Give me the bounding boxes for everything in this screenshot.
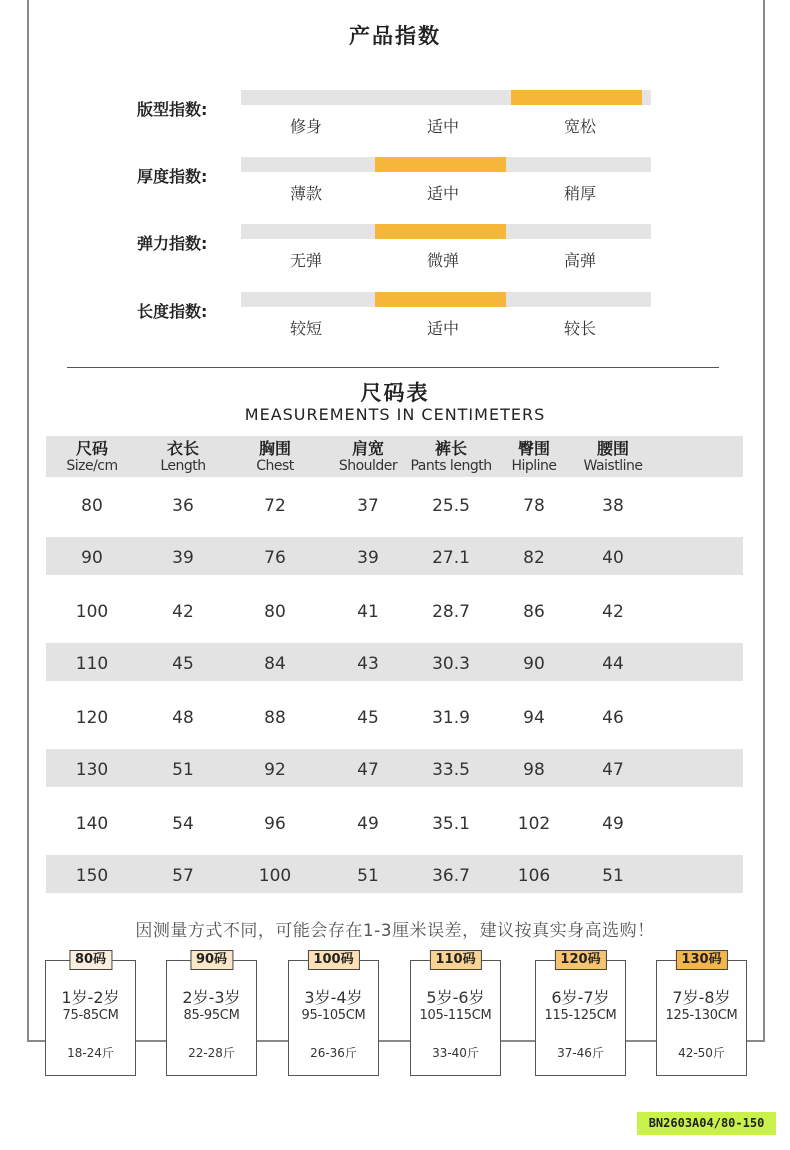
index-row [0,157,790,207]
size-card-height: 105-115CM [419,1008,492,1023]
header-cn: 裤长 [434,439,467,458]
size-card-tag: 80码 [69,950,112,970]
index-option: 微弹 [426,251,459,270]
size-card [656,952,747,1076]
index-row [0,292,790,342]
table-row [46,477,743,530]
size-table-body [46,477,743,893]
table-cell: 84 [264,654,286,674]
header-cn: 腰围 [596,439,629,458]
table-cell: 47 [357,760,379,780]
index-label: 厚度指数: [137,167,208,186]
table-cell: 36 [172,496,194,516]
size-card-age: 3岁-4岁 [304,988,363,1007]
header-cn: 肩宽 [351,439,384,458]
table-cell: 31.9 [432,708,470,728]
index-segment [511,292,642,307]
index-option: 稍厚 [563,184,596,203]
index-bar [241,157,651,172]
size-card [45,952,136,1076]
index-option: 适中 [426,319,459,338]
product-index-title: 产品指数 [349,24,441,48]
table-cell: 48 [172,708,194,728]
table-header-cell [563,440,663,475]
index-bar [241,90,651,105]
table-cell: 110 [75,654,109,674]
index-row [0,224,790,274]
header-en: Chest [256,458,294,474]
size-card-tag: 90码 [190,950,233,970]
table-cell: 35.1 [432,814,470,834]
index-option: 适中 [426,117,459,136]
table-cell: 45 [357,708,379,728]
index-option: 较短 [289,319,322,338]
table-cell: 88 [264,708,286,728]
header-en: Shoulder [338,458,398,474]
table-cell: 100 [75,602,109,622]
table-cell: 37 [357,496,379,516]
size-card-height: 75-85CM [62,1008,119,1023]
header-en: Hipline [511,458,557,474]
table-cell: 106 [517,866,551,886]
size-card-height: 125-130CM [665,1008,738,1023]
index-segment [511,157,642,172]
size-chart-subtitle: MEASUREMENTS IN CENTIMETERS [244,405,546,424]
header-en: Waistline [583,458,643,474]
size-card-tag: 130码 [675,950,727,970]
table-cell: 42 [602,602,624,622]
measurement-note: 因测量方式不同，可能会存在1-3厘米误差，建议按真实身高选购！ [135,921,655,941]
table-cell: 51 [172,760,194,780]
header-cn: 尺码 [75,439,108,458]
size-card [288,952,379,1076]
table-cell: 92 [264,760,286,780]
table-row [46,749,743,787]
header-en: Length [160,458,206,474]
table-cell: 28.7 [432,602,470,622]
index-label: 版型指数: [137,100,208,119]
table-cell: 41 [357,602,379,622]
table-cell: 90 [81,548,103,568]
table-cell: 42 [172,602,194,622]
table-cell: 100 [258,866,292,886]
table-cell: 27.1 [432,548,470,568]
table-row [46,855,743,893]
table-row [46,537,743,575]
index-segment [375,90,506,105]
size-card-tag: 120码 [554,950,606,970]
table-cell: 86 [523,602,545,622]
index-bar [241,224,651,239]
index-segment-selected [375,292,506,307]
table-cell: 51 [602,866,624,886]
table-row [46,643,743,681]
index-segment-selected [375,224,506,239]
table-cell: 94 [523,708,545,728]
size-card-age: 7岁-8岁 [672,988,731,1007]
index-label: 弹力指数: [137,234,208,253]
index-option: 宽松 [563,117,596,136]
table-cell: 44 [602,654,624,674]
size-card-height: 115-125CM [544,1008,617,1023]
index-segment [241,292,372,307]
index-option: 较长 [563,319,596,338]
table-cell: 45 [172,654,194,674]
header-en: Size/cm [66,458,118,474]
table-cell: 40 [602,548,624,568]
index-segment-selected [375,157,506,172]
header-cn: 臀围 [517,439,550,458]
size-card-age: 1岁-2岁 [61,988,120,1007]
size-card [166,952,257,1076]
index-segment-selected [511,90,642,105]
size-chart-title: 尺码表 [360,381,430,405]
table-row [46,689,743,742]
index-segment [241,224,372,239]
size-card-weight: 22-28斤 [188,1046,235,1060]
index-segment [241,90,372,105]
size-card-weight: 18-24斤 [67,1046,114,1060]
table-cell: 36.7 [432,866,470,886]
table-cell: 43 [357,654,379,674]
table-cell: 57 [172,866,194,886]
table-cell: 90 [523,654,545,674]
table-cell: 72 [264,496,286,516]
table-cell: 30.3 [432,654,470,674]
table-cell: 39 [357,548,379,568]
table-cell: 76 [264,548,286,568]
table-cell: 49 [602,814,624,834]
table-cell: 130 [75,760,109,780]
product-code-tag: BN2603A04/80-150 [637,1112,776,1135]
table-cell: 78 [523,496,545,516]
index-bar [241,292,651,307]
size-card-age: 2岁-3岁 [182,988,241,1007]
table-cell: 120 [75,708,109,728]
table-cell: 140 [75,814,109,834]
size-card-age: 6岁-7岁 [551,988,610,1007]
index-option: 高弹 [563,251,596,270]
table-cell: 39 [172,548,194,568]
size-card-tag: 110码 [429,950,481,970]
table-cell: 49 [357,814,379,834]
table-cell: 54 [172,814,194,834]
table-header-cell [225,440,325,475]
header-cn: 胸围 [258,439,291,458]
section-divider [67,367,719,368]
size-card-age: 5岁-6岁 [426,988,485,1007]
table-cell: 80 [81,496,103,516]
table-cell: 51 [357,866,379,886]
index-option: 无弹 [289,251,322,270]
size-card [535,952,626,1076]
size-card-height: 95-105CM [301,1008,366,1023]
table-header-cell [42,440,142,475]
size-card [410,952,501,1076]
frame-bottom-border [27,1040,765,1042]
size-card-height: 85-95CM [183,1008,240,1023]
size-card-weight: 37-46斤 [557,1046,604,1060]
index-label: 长度指数: [137,302,208,321]
size-card-weight: 33-40斤 [432,1046,479,1060]
table-cell: 80 [264,602,286,622]
header-en: Pants length [410,458,492,474]
index-segment [241,157,372,172]
size-card-weight: 26-36斤 [310,1046,357,1060]
index-row [0,90,790,140]
table-cell: 96 [264,814,286,834]
index-option: 适中 [426,184,459,203]
table-cell: 25.5 [432,496,470,516]
index-option: 修身 [289,117,322,136]
table-cell: 38 [602,496,624,516]
table-cell: 33.5 [432,760,470,780]
table-cell: 82 [523,548,545,568]
size-card-weight: 42-50斤 [678,1046,725,1060]
index-option: 薄款 [289,184,322,203]
table-header-cell [133,440,233,475]
size-table [46,436,743,901]
table-cell: 102 [517,814,551,834]
table-cell: 46 [602,708,624,728]
table-cell: 98 [523,760,545,780]
index-segment [511,224,642,239]
size-table-header [46,436,743,477]
table-cell: 47 [602,760,624,780]
table-row [46,583,743,636]
table-cell: 150 [75,866,109,886]
size-card-tag: 100码 [307,950,359,970]
table-row [46,795,743,848]
header-cn: 衣长 [166,439,199,458]
